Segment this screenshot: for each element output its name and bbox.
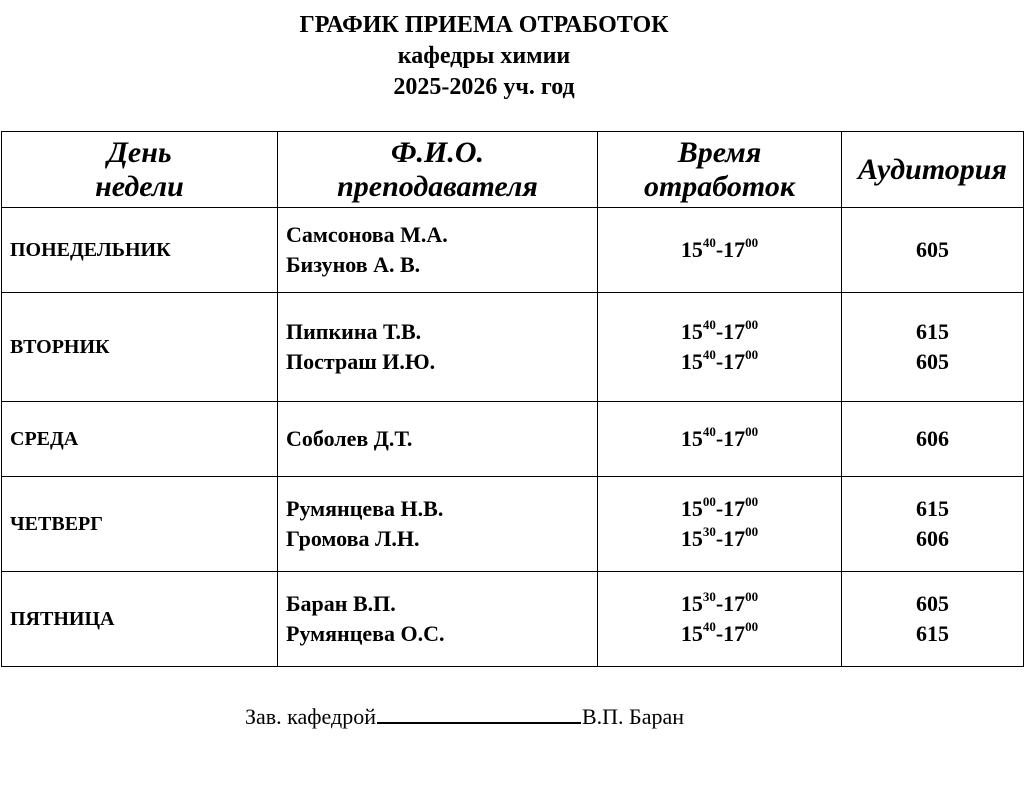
room-cell [842,208,1024,293]
start-hour: 15 [680,591,703,616]
signature-block [245,700,684,730]
time-range: $15^{00}-17^{00}$ [680,493,759,521]
signature-name: В.П. Баран [582,704,684,729]
end-minute: 00 [745,618,759,634]
header-room [842,132,1024,208]
day-cell: ПЯТНИЦА [2,572,278,667]
schedule-body [2,208,1024,667]
end-hour: 17 [723,319,746,344]
start-hour: 15 [680,237,703,262]
start-minute: 30 [702,523,716,539]
day-cell: СРЕДА [2,402,278,477]
room-number: 615 [916,621,949,646]
room-cell [842,477,1024,572]
room-cell [842,293,1024,402]
table-row [2,477,1024,572]
time-cell [598,572,842,667]
day-cell: ПОНЕДЕЛЬНИК [2,208,278,293]
signature-line [377,700,581,724]
header-day-line-1: День [107,135,172,169]
room-number: 615 [916,496,949,521]
day-cell: ВТОРНИК [2,293,278,402]
teacher-name: Баран В.П. [286,591,396,616]
time-cell [598,208,842,293]
header-room-line-1: Аудитория [858,152,1007,186]
end-hour: 17 [723,591,746,616]
start-hour: 15 [680,526,703,551]
end-minute: 00 [745,316,759,332]
end-minute: 00 [745,423,759,439]
room-number: 605 [916,591,949,616]
time-range: $15^{30}-17^{00}$ [680,523,759,551]
room-cell [842,572,1024,667]
table-header-row [2,132,1024,208]
end-minute: 00 [745,523,759,539]
end-hour: 17 [723,237,746,262]
end-hour: 17 [723,526,746,551]
start-minute: 40 [702,618,716,634]
end-hour: 17 [723,426,746,451]
time-cell [598,402,842,477]
department-name: кафедры химии [397,43,571,69]
document-title: ГРАФИК ПРИЕМА ОТРАБОТОК [299,12,669,38]
document-header [0,10,968,103]
start-minute: 30 [702,588,716,604]
teacher-name: Бизунов А. В. [286,252,421,277]
room-number: 605 [916,237,949,262]
header-teacher-line-1: Ф.И.О. [390,135,484,169]
table-row [2,572,1024,667]
end-hour: 17 [723,621,746,646]
time-cell [598,477,842,572]
header-time [598,132,842,208]
end-minute: 00 [745,493,759,509]
teacher-cell [278,402,598,477]
room-number: 615 [916,319,949,344]
academic-year: 2025-2026 уч. год [393,74,575,100]
end-minute: 00 [745,234,759,250]
teacher-cell [278,572,598,667]
table-row [2,208,1024,293]
end-hour: 17 [723,496,746,521]
teacher-name: Громова Л.Н. [286,526,420,551]
signature-role: Зав. кафедрой [245,704,376,729]
time-cell [598,293,842,402]
teacher-name: Пипкина Т.В. [286,319,422,344]
table-row [2,293,1024,402]
teacher-name: Румянцева О.С. [286,621,445,646]
header-teacher [278,132,598,208]
time-range: $15^{40}-17^{00}$ [680,316,759,344]
header-time-line-1: Время [677,135,762,169]
teacher-cell [278,477,598,572]
start-hour: 15 [680,319,703,344]
room-number: 606 [916,426,949,451]
teacher-cell [278,293,598,402]
room-number: 606 [916,526,949,551]
end-hour: 17 [723,349,746,374]
start-minute: 00 [702,493,716,509]
table-row [2,402,1024,477]
time-range: $15^{40}-17^{00}$ [680,234,759,262]
time-range: $15^{40}-17^{00}$ [680,423,759,451]
room-cell [842,402,1024,477]
start-hour: 15 [680,621,703,646]
time-range: $15^{40}-17^{00}$ [680,618,759,646]
start-hour: 15 [680,426,703,451]
schedule-table [1,131,1024,667]
time-range: $15^{30}-17^{00}$ [680,588,759,616]
teacher-cell [278,208,598,293]
start-minute: 40 [702,234,716,250]
start-minute: 40 [702,346,716,362]
header-teacher-line-2: преподавателя [337,169,538,203]
teacher-name: Румянцева Н.В. [286,496,444,521]
header-day-line-2: недели [95,169,184,203]
start-minute: 40 [702,316,716,332]
time-range: $15^{40}-17^{00}$ [680,346,759,374]
header-day [2,132,278,208]
teacher-name: Соболев Д.Т. [286,426,413,451]
room-number: 605 [916,349,949,374]
end-minute: 00 [745,346,759,362]
start-hour: 15 [680,349,703,374]
day-cell: ЧЕТВЕРГ [2,477,278,572]
end-minute: 00 [745,588,759,604]
start-minute: 40 [702,423,716,439]
teacher-name: Самсонова М.А. [286,222,448,247]
start-hour: 15 [680,496,703,521]
header-time-line-2: отработок [643,169,796,203]
teacher-name: Постраш И.Ю. [286,349,436,374]
